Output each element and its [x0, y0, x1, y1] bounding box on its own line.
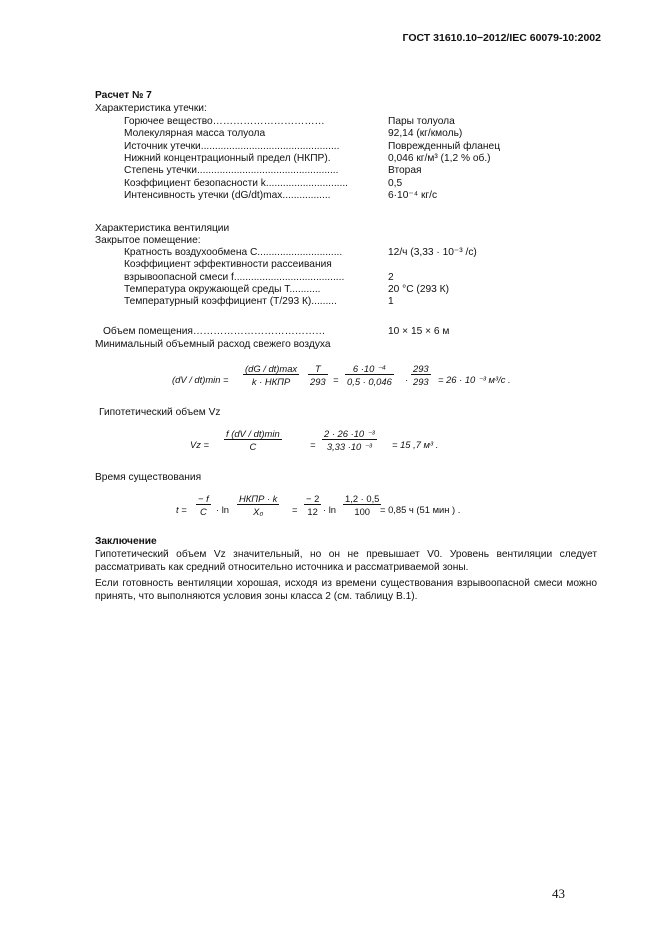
formula3-frac2-den: X₀: [253, 506, 264, 518]
conclusion-paragraph-2: Если готовность вентиляции хорошая, исходя из времени существования взрывоопасной смеси можно принять, что выполняются условия зоны класса 2 (см. таблицу В.1).: [95, 578, 597, 602]
formula2-frac2: [322, 429, 377, 452]
formula1-lhs: (dV / dt)min =: [172, 374, 229, 385]
vent-row-value: 1: [388, 296, 394, 308]
formula2-result: = 15 ,7 м³ .: [392, 439, 439, 450]
vent-subheading: Закрытое помещение:: [95, 235, 201, 246]
formula3-frac4-num: 1,2 · 0,5: [345, 493, 380, 504]
vent-heading: Характеристика вентиляции: [95, 223, 230, 234]
min-flow-label: Минимальный объемный расход свежего воздуха: [95, 339, 331, 350]
leak-row-label: Коэффициент безопасности k.............................: [124, 177, 348, 189]
formula3-frac1-den: C: [199, 506, 207, 518]
leak-row-value: 0,046 кг/м³ (1,2 % об.): [388, 152, 491, 164]
formula3-frac3: [304, 494, 321, 517]
formula1-frac4-den: 293: [413, 376, 429, 388]
section-title: Расчет № 7: [95, 90, 152, 101]
formula3-frac1-num: − f: [198, 493, 209, 504]
leak-row-label: Молекулярная масса толуола: [124, 128, 266, 140]
vz-label: Гипотетический объем Vz: [99, 407, 221, 418]
formula2-frac1-num: f (dV / dt)min: [226, 428, 280, 439]
formula3-eq: =: [292, 504, 298, 515]
vent-row-label: Температурный коэффициент (T/293 К).........: [124, 296, 337, 308]
formula2-lhs: Vz =: [190, 439, 210, 450]
conclusion-paragraph-1: Гипотетический объем Vz значительный, но он не превышает V0. Уровень вентиляции следует рассматривать как средний относительно источника и рассматриваемой зоны.: [95, 549, 597, 573]
formula3-frac2-num: НКПР · k: [239, 493, 278, 504]
formula1-dot: ·: [405, 374, 409, 385]
vent-row-label: Кратность воздухообмена С..............................: [124, 247, 343, 258]
leak-row-label: Источник утечки.................................................: [124, 140, 340, 152]
document-header: ГОСТ 31610.10−2012/IEC 60079-10:2002: [402, 32, 601, 44]
formula1-frac3: [345, 364, 394, 387]
vent-row-value: 20 °С (293 К): [388, 283, 449, 295]
vent-row-value: 12/ч (3,33 · 10⁻³ /с): [388, 247, 477, 258]
time-label: Время существования: [95, 472, 202, 483]
formula3-ln1: · ln: [216, 504, 230, 515]
leak-row-label: Нижний концентрационный предел (НКПР).: [124, 152, 331, 164]
leak-row-value: Вторая: [388, 165, 422, 177]
vent-row-label: Коэффициент эффективности рассеивания: [124, 259, 332, 271]
leak-row-label: Степень утечки..................................................: [124, 165, 339, 177]
formula1-eq: =: [333, 374, 339, 385]
formula1-result: = 26 · 10 ⁻³ м³/с .: [438, 374, 511, 385]
leak-row-label: Интенсивность утечки (dG/dt)max.................: [124, 189, 331, 201]
formula3-ln2: · ln: [323, 504, 337, 515]
formula2-frac2-num: 2 · 26 ·10 ⁻³: [324, 428, 375, 439]
formula1-frac4: [411, 364, 431, 387]
leak-row-value: 92,14 (кг/кмоль): [388, 128, 463, 140]
formula2-frac2-den: 3,33 ·10 ⁻³: [326, 441, 372, 453]
leak-row-value: 6·10⁻⁴ кг/с: [388, 189, 438, 201]
formula2-frac1-den: C: [249, 441, 257, 453]
leak-row-label: Горючее вещество……………………………: [124, 116, 325, 127]
formula2-frac1: [224, 429, 282, 452]
leak-heading: Характеристика утечки:: [95, 103, 207, 114]
leak-row-value: Поврежденный фланец: [388, 140, 501, 152]
page-number: 43: [552, 886, 565, 901]
conclusion-title: Заключение: [95, 536, 157, 547]
formula1-frac4-num: 293: [413, 363, 429, 374]
formula1-frac2: [308, 364, 328, 387]
leak-row-value: 0,5: [388, 177, 403, 189]
formula1-frac3-num: 6 ·10 ⁻⁴: [352, 363, 386, 374]
volume-value: 10 × 15 × 6 м: [388, 326, 450, 337]
formula3-frac4-den: 100: [354, 506, 371, 518]
formula3-frac3-den: 12: [307, 506, 318, 518]
leak-row-value: Пары толуола: [388, 116, 455, 127]
vent-row-value: 2: [388, 271, 394, 283]
formula2-eq: =: [310, 439, 316, 450]
formula3-result: = 0,85 ч (51 мин ) .: [380, 504, 461, 515]
vent-row-label: взрывоопасной смеси f.......................................: [124, 271, 345, 283]
formula3-lhs: t =: [176, 504, 187, 515]
formula1-frac1-den: k · НКПР: [251, 376, 291, 388]
formula1-frac2-den: 293: [310, 376, 326, 388]
formula1-frac1-num: (dG / dt)max: [245, 363, 298, 374]
volume-label: Объем помещения…………………………………: [103, 326, 326, 337]
formula1-frac2-num: T: [314, 363, 321, 374]
formula3-frac1: [196, 494, 211, 517]
formula1-frac3-den: 0,5 · 0,046: [347, 376, 392, 388]
formula3-frac2: [237, 494, 279, 517]
formula3-frac3-num: − 2: [306, 493, 320, 504]
vent-row-label: Температура окружающей среды T...........: [124, 283, 321, 295]
formula1-frac1: [243, 364, 299, 387]
formula3-frac4: [343, 494, 381, 517]
